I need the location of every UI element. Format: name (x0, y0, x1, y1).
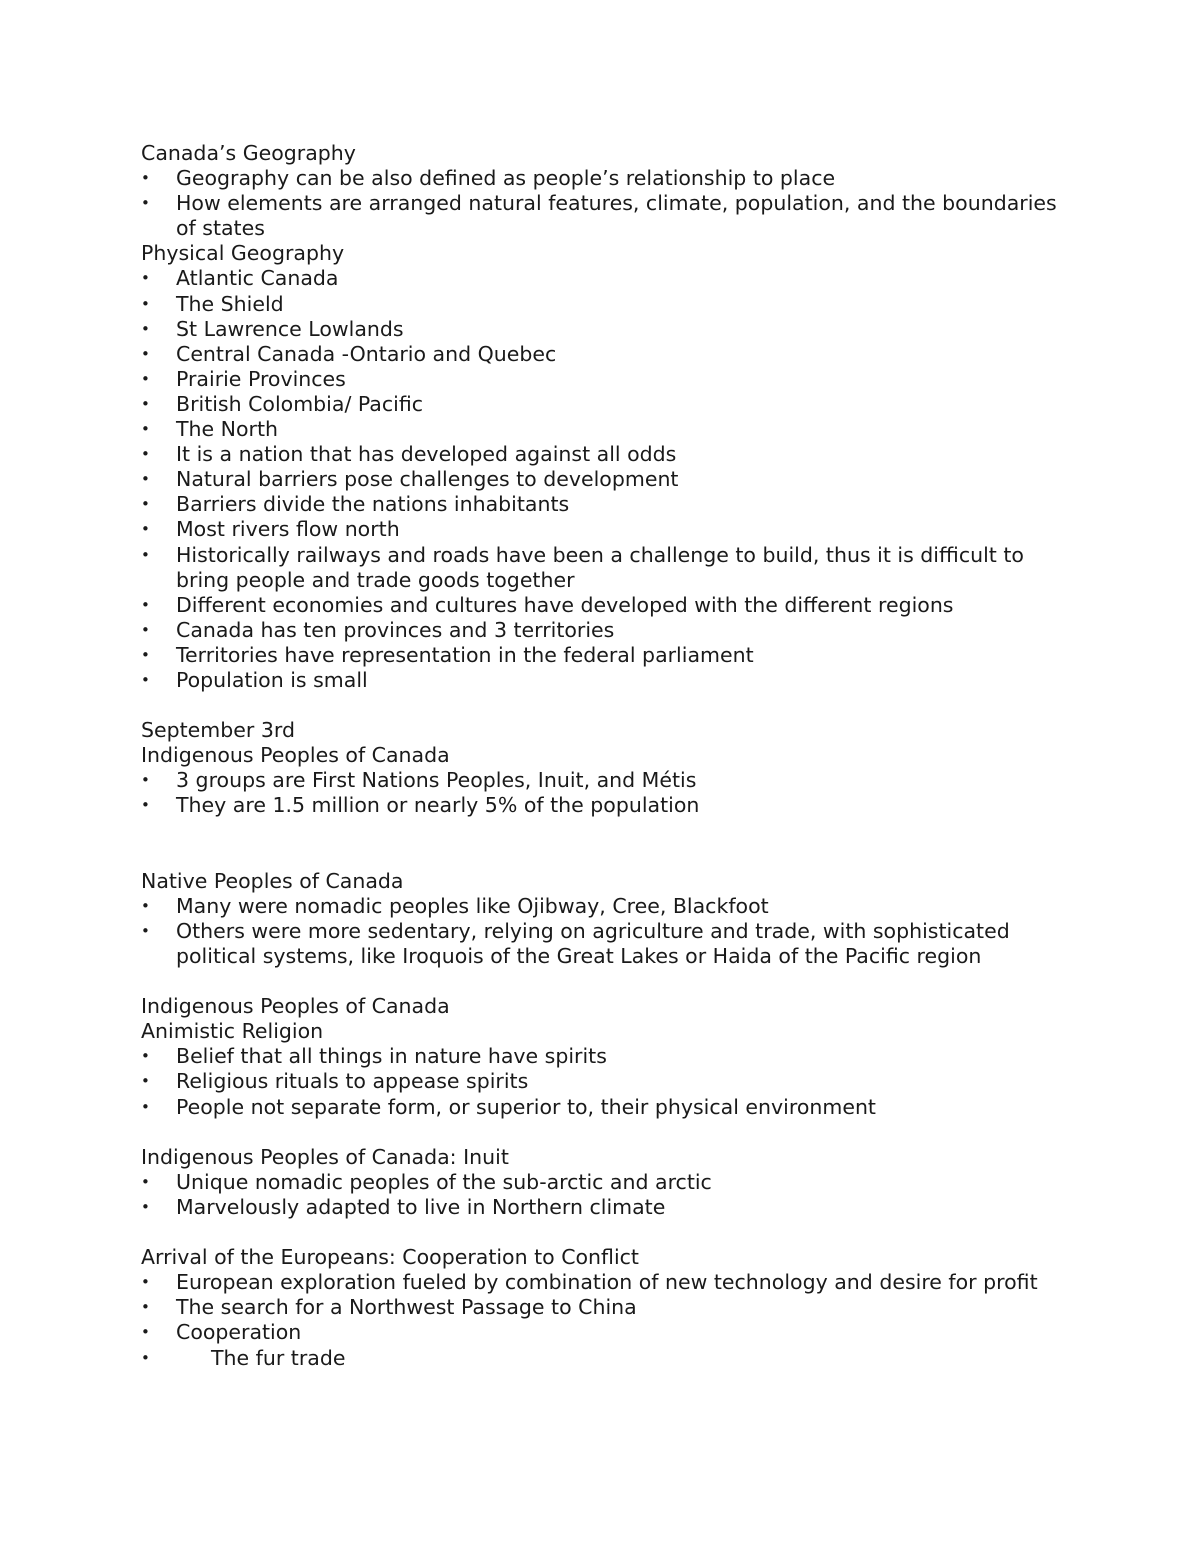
list-item: • Belief that all things in nature have spirits (141, 1044, 607, 1069)
list-item: • People not separate form, or superior to, their physical environment (141, 1094, 876, 1119)
section-physical-geography (141, 241, 1071, 693)
section-canadas-geography (141, 141, 1071, 241)
section-native-peoples (141, 869, 1071, 969)
bullet-icon: • (141, 1323, 150, 1342)
list-item: • British Colombia/ Pacific (141, 391, 424, 416)
list-item: • How elements are arranged natural features, climate, population, and the boundaries of states (141, 191, 1057, 241)
bullet-icon: • (141, 545, 150, 564)
list-item: • The North (141, 417, 278, 442)
list-item: • Cooperation (141, 1320, 302, 1345)
bullet-icon: • (141, 470, 150, 489)
bullet-icon: • (141, 896, 150, 915)
bullet-icon: • (141, 169, 150, 188)
bullet-icon: • (141, 1197, 150, 1216)
bullet-icon: • (141, 670, 150, 689)
bullet-icon: • (141, 294, 150, 313)
list-item: • Others were more sedentary, relying on agriculture and trade, with sophisticated political systems, like Iroquois of the Great Lakes or Haida of the Pacific region (141, 918, 1010, 968)
list-item: • It is a nation that has developed against all odds (141, 442, 677, 467)
list-item: • Historically railways and roads have been a challenge to build, thus it is difficult to bring people and trade goods together (141, 542, 1024, 592)
bullet-icon: • (141, 520, 150, 539)
bullet-icon: • (141, 1298, 150, 1317)
spacer (141, 969, 1071, 994)
list-item: • They are 1.5 million or nearly 5% of the population (141, 793, 700, 818)
list-item: • The fur trade (141, 1345, 346, 1370)
bullet-icon: • (141, 1047, 150, 1066)
bullet-icon: • (141, 645, 150, 664)
bullet-icon: • (141, 420, 150, 439)
list-item: • The search for a Northwest Passage to China (141, 1295, 637, 1320)
section-september-3rd (141, 718, 1071, 818)
bullet-icon: • (141, 269, 150, 288)
list-item: • Central Canada -Ontario and Quebec (141, 341, 557, 366)
bullet-icon: • (141, 1172, 150, 1191)
bullet-icon: • (141, 1072, 150, 1091)
bullet-icon: • (141, 796, 150, 815)
bullet-icon: • (141, 319, 150, 338)
spacer (141, 693, 1071, 718)
list-item: • Population is small (141, 667, 368, 692)
list-item: • European exploration fueled by combination of new technology and desire for profit (141, 1270, 1038, 1295)
section-heading: Canada’s Geography (141, 141, 356, 165)
spacer (141, 1120, 1071, 1145)
section-animistic-religion (141, 994, 1071, 1119)
list-item: • Natural barriers pose challenges to development (141, 467, 679, 492)
list-item: • Marvelously adapted to live in Northern climate (141, 1194, 666, 1219)
date-heading: September 3rd (141, 718, 295, 743)
bullet-icon: • (141, 1348, 150, 1367)
bullet-icon: • (141, 620, 150, 639)
list-item: • The Shield (141, 291, 284, 316)
bullet-icon: • (141, 1273, 150, 1292)
bullet-icon: • (141, 369, 150, 388)
spacer (141, 819, 1071, 869)
list-item: • Different economies and cultures have developed with the different regions (141, 592, 954, 617)
list-item: • Geography can be also defined as people’s relationship to place (141, 166, 836, 191)
bullet-icon: • (141, 1097, 150, 1116)
section-heading: Arrival of the Europeans: Cooperation to Conflict (141, 1245, 639, 1270)
list-item: • Atlantic Canada (141, 266, 339, 291)
section-inuit (141, 1145, 1071, 1220)
list-item: • St Lawrence Lowlands (141, 316, 404, 341)
list-item: • Unique nomadic peoples of the sub-arctic and arctic (141, 1169, 712, 1194)
section-heading: Indigenous Peoples of Canada (141, 743, 450, 768)
bullet-icon: • (141, 394, 150, 413)
bullet-icon: • (141, 344, 150, 363)
bullet-icon: • (141, 921, 150, 940)
section-heading: Indigenous Peoples of Canada: Inuit (141, 1144, 509, 1169)
bullet-icon: • (141, 445, 150, 464)
list-item: • Barriers divide the nations inhabitants (141, 492, 570, 517)
list-item: • Prairie Provinces (141, 366, 346, 391)
bullet-icon: • (141, 771, 150, 790)
list-item: • 3 groups are First Nations Peoples, Inuit, and Métis (141, 768, 697, 793)
list-item: • Many were nomadic peoples like Ojibway, Cree, Blackfoot (141, 893, 769, 918)
section-subheading: Animistic Religion (141, 1019, 324, 1044)
list-item: • Religious rituals to appease spirits (141, 1069, 529, 1094)
section-heading: Physical Geography (141, 241, 345, 266)
list-item: • Territories have representation in the federal parliament (141, 642, 754, 667)
section-heading: Indigenous Peoples of Canada (141, 994, 450, 1019)
spacer (141, 1220, 1071, 1245)
list-item: • Canada has ten provinces and 3 territories (141, 617, 615, 642)
document-body (141, 141, 1071, 1371)
section-heading: Native Peoples of Canada (141, 868, 404, 893)
list-item: • Most rivers flow north (141, 517, 400, 542)
bullet-icon: • (141, 194, 150, 213)
bullet-icon: • (141, 495, 150, 514)
bullet-icon: • (141, 595, 150, 614)
section-arrival-of-europeans (141, 1245, 1071, 1370)
